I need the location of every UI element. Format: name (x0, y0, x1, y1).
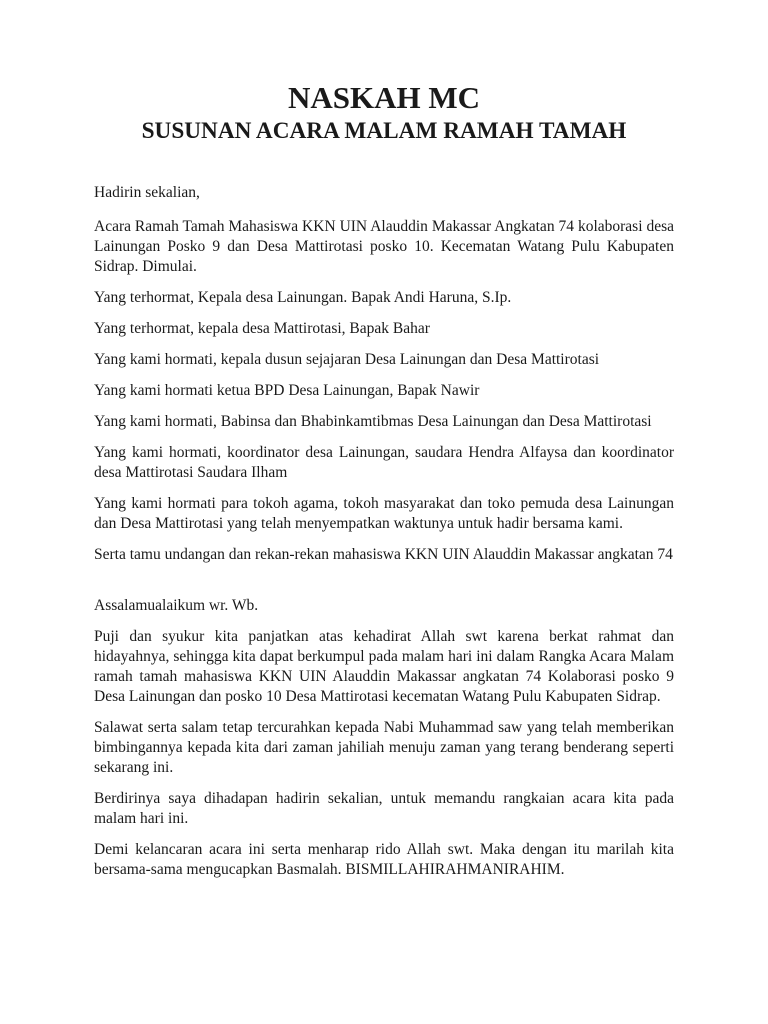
document-body (94, 80, 674, 891)
honorific-line: Serta tamu undangan dan rekan-rekan mahasiswa KKN UIN Alauddin Makassar angkatan 74 (94, 546, 673, 563)
honorific-line: Yang kami hormati ketua BPD Desa Lainungan, Bapak Nawir (94, 382, 480, 399)
opening-paragraph: Acara Ramah Tamah Mahasiswa KKN UIN Alauddin Makassar Angkatan 74 kolaborasi desa Lainungan Posko 9 dan Desa Mattirotasi posko 10. Kecematan Watang Pulu Kabupaten Sidrap. Dimulai. (94, 218, 674, 275)
honorific-line: Yang kami hormati, kepala dusun sejajaran Desa Lainungan dan Desa Mattirotasi (94, 351, 600, 368)
honorific-line: Yang terhormat, Kepala desa Lainungan. Bapak Andi Haruna, S.Ip. (94, 289, 512, 306)
honorific-line: Yang kami hormati para tokoh agama, tokoh masyarakat dan toko pemuda desa Lainungan dan Desa Mattirotasi yang telah menyempatkan waktunya untuk hadir bersama kami. (94, 495, 674, 532)
body-paragraph: Puji dan syukur kita panjatkan atas kehadirat Allah swt karena berkat rahmat dan hidayahnya, sehingga kita dapat berkumpul pada malam hari ini dalam Rangka Acara Malam ramah tamah mahasiswa KKN UIN Alauddin Makassar angkatan 74 Kolaborasi posko 9 Desa Lainungan dan posko 10 Desa Mattirotasi kecematan Watang Pulu Kabupaten Sidrap. (94, 628, 674, 705)
body-paragraph: Salawat serta salam tetap tercurahkan kepada Nabi Muhammad saw yang telah memberikan bimbingannya kepada kita dari zaman jahiliah menuju zaman yang terang benderang seperti sekarang ini. (94, 719, 674, 776)
document-title: NASKAH MC (287, 80, 481, 115)
honorific-line: Yang terhormat, kepala desa Mattirotasi, Bapak Bahar (94, 320, 430, 337)
opening-greeting: Hadirin sekalian, (94, 184, 200, 201)
honorific-line: Yang kami hormati, Babinsa dan Bhabinkamtibmas Desa Lainungan dan Desa Mattirotasi (94, 413, 652, 430)
body-paragraph: Demi kelancaran acara ini serta menharap rido Allah swt. Maka dengan itu marilah kita bersama-sama mengucapkan Basmalah. BISMILLAHIRAHMANIRAHIM. (94, 841, 674, 878)
salam-line: Assalamualaikum wr. Wb. (94, 597, 259, 614)
honorific-line: Yang kami hormati, koordinator desa Lainungan, saudara Hendra Alfaysa dan koordinator desa Mattirotasi Saudara Ilham (94, 444, 674, 481)
document-subtitle: SUSUNAN ACARA MALAM RAMAH TAMAH (141, 118, 627, 144)
body-paragraph: Berdirinya saya dihadapan hadirin sekalian, untuk memandu rangkaian acara kita pada malam hari ini. (94, 790, 674, 827)
